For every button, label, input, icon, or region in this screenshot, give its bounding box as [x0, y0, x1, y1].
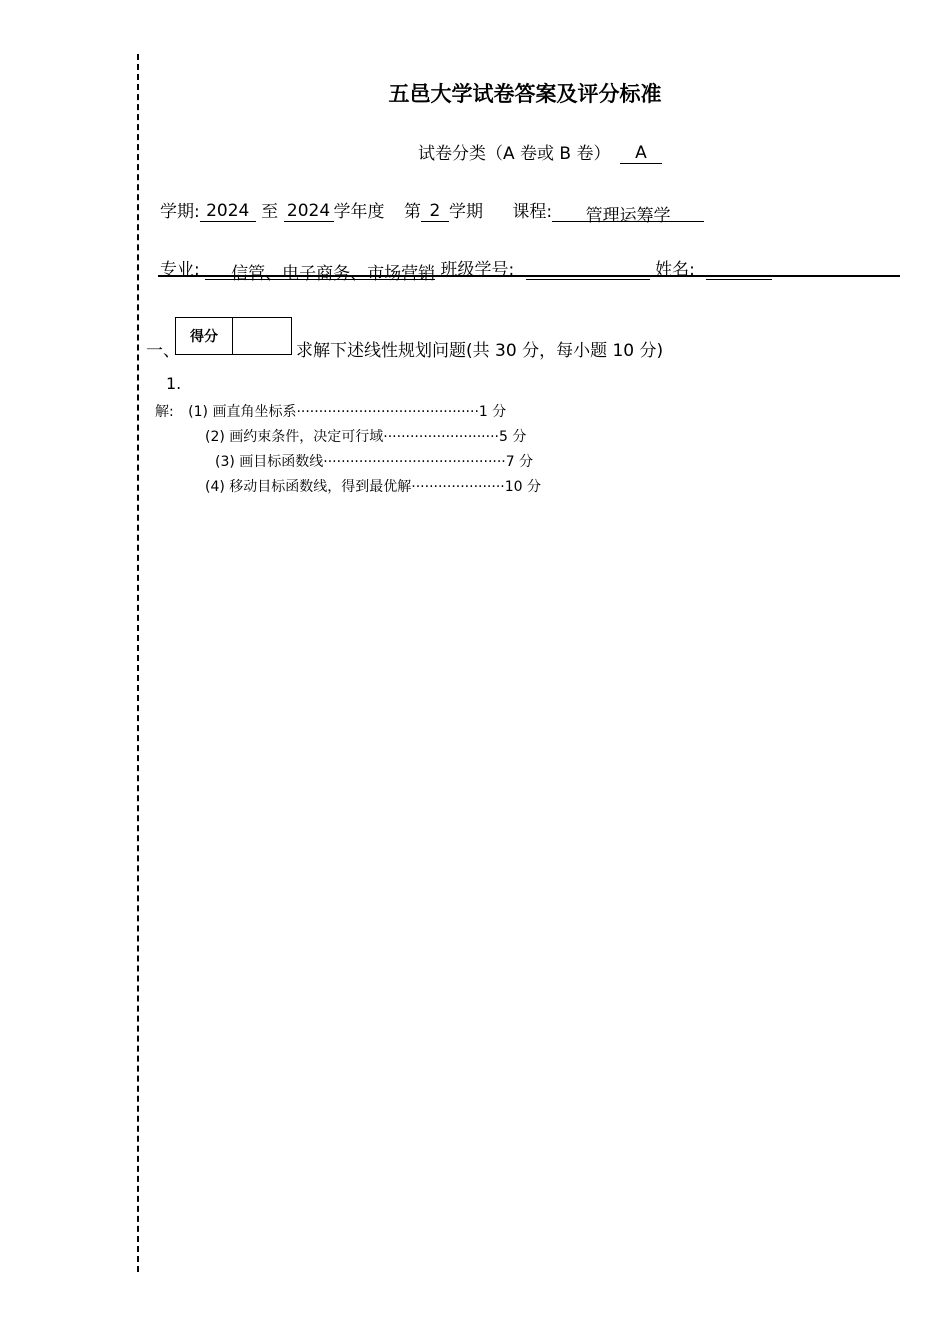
course-label: 课程:: [512, 202, 553, 222]
question-number: 1.: [166, 374, 182, 393]
solution-step-4: (4) 移动目标函数线，得到最优解·····················10 分: [205, 479, 541, 495]
paper-type-label: 试卷分类（A 卷或 B 卷）: [418, 144, 611, 164]
solution-step-3: (3) 画目标函数线·········································7 分: [215, 454, 534, 470]
solution-step-2: (2) 画约束条件，决定可行域··························5 分: [205, 429, 527, 445]
paper-type-line: [418, 139, 662, 164]
term-to: 至: [261, 202, 279, 222]
major-label: 专业:: [160, 260, 200, 280]
class-label: 班级学号:: [440, 260, 515, 280]
name-label: 姓名:: [655, 260, 695, 280]
solution-step-1: (1) 画直角坐标系·········································1 分: [188, 404, 507, 420]
paper-type-value: A: [620, 143, 662, 164]
score-value-field[interactable]: [233, 318, 291, 354]
year-from: 2024: [200, 201, 256, 222]
section-heading: 求解下述线性规划问题(共 30 分，每小题 10 分): [296, 341, 664, 361]
year-suffix: 学年度: [333, 202, 385, 222]
term-line: [160, 197, 704, 226]
course-value: 管理运筹学: [552, 201, 704, 222]
binding-cut-line: [137, 54, 139, 1272]
document-title: 五邑大学试卷答案及评分标准: [388, 82, 662, 106]
score-box: [175, 317, 292, 355]
term-suffix: 学期: [448, 202, 483, 222]
term-ordinal-prefix: 第: [403, 202, 421, 222]
term-label: 学期:: [160, 202, 200, 222]
section-number: 一、: [146, 341, 180, 361]
solution-label: 解:: [155, 404, 174, 420]
major-value: 信管、电子商务、市场营销: [205, 259, 435, 280]
year-to: 2024: [284, 201, 334, 222]
term-number: 2: [421, 201, 449, 222]
header-divider: [158, 275, 900, 277]
solution-step-1-line: [155, 401, 506, 421]
score-label: 得分: [176, 318, 233, 354]
